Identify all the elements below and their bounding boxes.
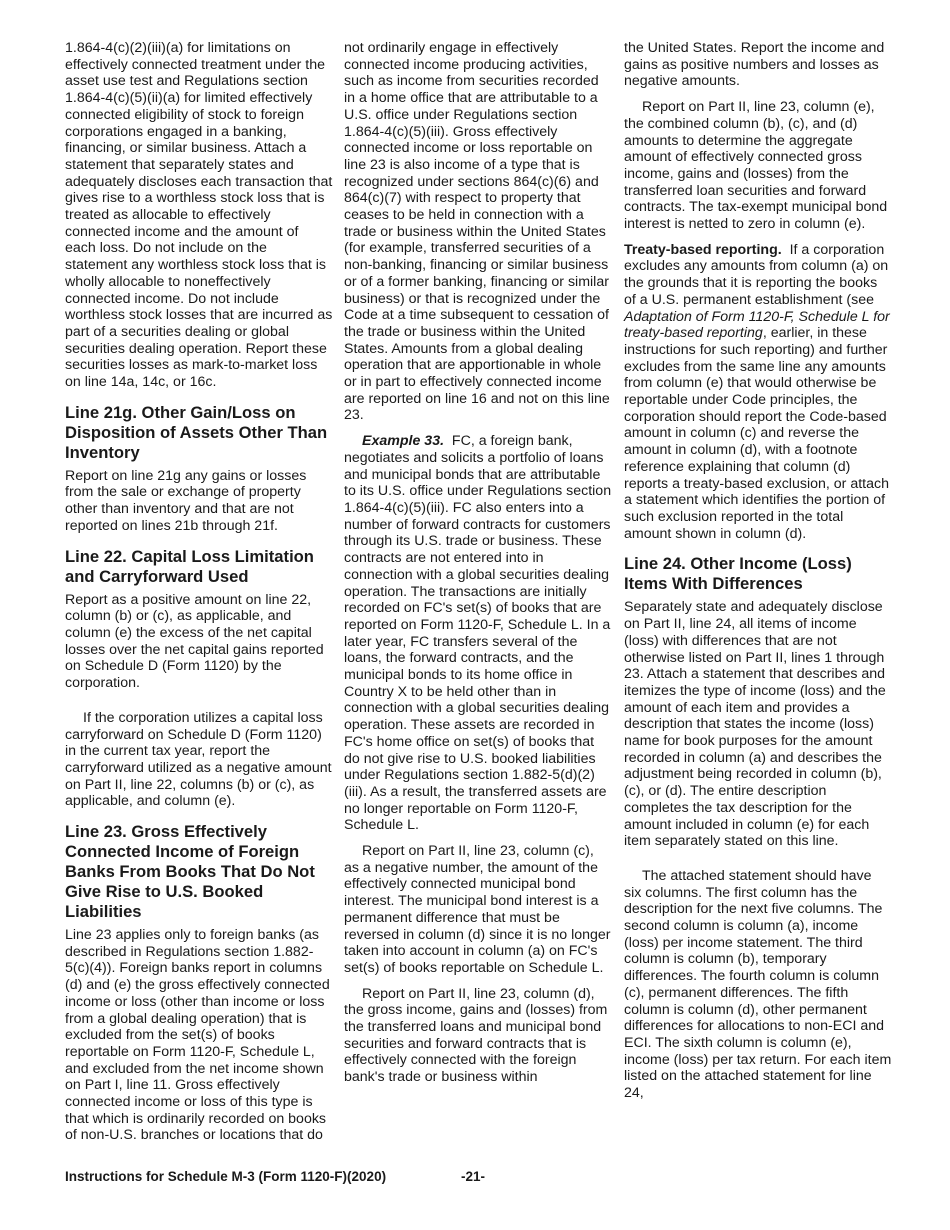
section-heading-line-24: Line 24. Other Income (Loss) Items With Differences xyxy=(624,554,852,594)
treaty-label: Treaty-based reporting. xyxy=(624,241,782,258)
section-heading-line-23: Line 23. Gross Effectively Connected Income of Foreign Banks From Books That Do Not Give Rise to U.S. Booked Liabilities xyxy=(65,822,315,922)
section-heading-line-21g: Line 21g. Other Gain/Loss on Disposition of Assets Other Than Inventory xyxy=(65,402,328,462)
footer-title: Instructions for Schedule M-3 (Form 1120-F)(2020) xyxy=(65,1169,387,1184)
paragraph: Line 23 applies only to foreign banks (as described in Regulations section 1.882-5(c)(4)). Foreign banks report in columns (d) and (e) the gross effectively connected income or loss (other than income or loss from a global dealing operation) that is excluded from the set(s) of books reportable on Form 1120-F, Schedule L, and excluded from the net income shown on Part I, line 11. Gross effectively connected income or loss of this type is that which is ordinarily recorded on books of non-U.S. branches or locations that do xyxy=(65,927,330,1144)
paragraph: Report on Part II, line 23, column (d), the gross income, gains and (losses) from the transferred loans and municipal bond securities and forward contracts that is effectively connected with the foreign bank's trade or business within xyxy=(344,985,608,1086)
paragraph: Report on Part II, line 23, column (c), as a negative number, the amount of the effectively connected municipal bond interest. The municipal bond interest is a permanent difference that must be reversed in column (d) since it is no longer taken into account in column (a) on FC's set(s) of books reportable on Schedule L. xyxy=(344,843,611,976)
paragraph: Separately state and adequately disclose on Part II, line 24, all items of income (loss) with differences that are not otherwise listed on Part II, lines 1 through 23. Attach a statement that describes and itemizes the type of income (loss) and the amount of each item and provides a description that states the income (loss) name for book purposes for the amount recorded in column (a) and describes the adjustment being recorded in column (b), (c), or (d). The entire description completes the tax description for the amount included in column (e) for each item separately stated on this line. xyxy=(624,599,886,850)
paragraph: If the corporation utilizes a capital loss carryforward on Schedule D (Form 1120) in the current tax year, report the carryforward utilized as a negative amount on Part II, line 22, columns (b) or (c), as applicable, and column (e). xyxy=(65,709,332,810)
paragraph: Report on Part II, line 23, column (e), the combined column (b), (c), and (d) amounts to determine the aggregate amount of effectively connected gross income, gains and (losses) from the transferred loan securities and forward contracts. The tax-exempt municipal bond interest is netted to zero in column (e). xyxy=(624,99,888,233)
paragraph: not ordinarily engage in effectively connected income producing activities, such as income from securities recorded in a home office that are attributable to a U.S. office under Regulations section 1.864-4(c)(5)(iii). Gross effectively connected income or loss reportable on line 23 is also income of a type that is recognized under sections 864(c)(6) and 864(c)(7) with respect to property that ceases to be held in connection with a trade or business within the United States (for example, transferred securities of a non-banking, financing or similar business or of a former banking, financing or similar business) or that is recognized under the Code at a time subsequent to cessation of the trade or business within the United States. Amounts from a global dealing operation that are apportionable in whole or in part to effectively connected income are reported on line 16 and not on this line 23. xyxy=(344,40,610,424)
column-1 xyxy=(65,40,333,1144)
paragraph: 1.864-4(c)(2)(iii)(a) for limitations on effectively connected treatment under the asset use test and Regulations section 1.864-4(c)(5)(ii)(a) for limited effectively connected eligibility of stock to foreign corporations engaged in a banking, financing, or similar business. Attach a statement that separately states and adequately discloses each transaction that gives rise to a worthless stock loss that is treated as allocable to effectively connected income and the amount of each loss. Do not include on the statement any worthless stock loss that is wholly allocable to noneffectively connected income. Do not include worthless stock losses that are incurred as part of a securities dealing or global securities dealing operation. Report these securities losses as mark-to-market loss on line 14a, 14c, or 16c. xyxy=(65,40,333,391)
paragraph: Report as a positive amount on line 22, column (b) or (c), as applicable, and column (e) the excess of the net capital losses over the net capital gains reported on Schedule D (Form 1120) by the corporation. xyxy=(65,591,324,692)
treaty-text: If a corporation excludes any amounts from column (a) on the grounds that it is reporting the books of a U.S. permanent establishment (see xyxy=(624,241,889,308)
column-2 xyxy=(344,40,612,1086)
example-label: Example 33. xyxy=(362,433,445,450)
treaty-reference: Adaptation of Form 1120-F, Schedule L for treaty-based reporting xyxy=(624,308,890,342)
section-heading-line-22: Line 22. Capital Loss Limitation and Carryforward Used xyxy=(65,546,314,586)
paragraph: The attached statement should have six columns. The first column has the description for the next five columns. The second column is column (a), income (loss) per income statement. The third column is column (b), temporary differences. The fourth column is column (c), permanent differences. The fifth column is column (d), other permanent differences for allocations to non-ECI and ECI. The sixth column is column (e), income (loss) per tax return. For each item listed on the attached statement for line 24, xyxy=(624,867,892,1102)
paragraph: Report on line 21g any gains or losses from the sale or exchange of property other than inventory and that are not reported on lines 21b through 21f. xyxy=(65,467,307,534)
paragraph: the United States. Report the income and gains as positive numbers and losses as negative amounts. xyxy=(624,40,885,90)
page-number: -21- xyxy=(461,1169,486,1184)
example-text: FC, a foreign bank, negotiates and solicits a portfolio of loans and municipal bonds that are attributable to its U.S. office under Regulations section 1.864-4(c)(5)(iii). FC also enters into a number of forward contracts for customers through its U.S. trade or business. These contracts are not entered into in connection with a global securities dealing operation. The transactions are initially recorded on FC's set(s) of books that are reported on Form 1120-F, Schedule L. In a later year, FC transfers several of the loans, the forward contracts, and the municipal bonds to its home office in Country X to be held other than in connection with a global securities dealing operation. These assets are recorded in FC's home office on set(s) of books that do not give rise to U.S. booked liabilities under Regulations section 1.882-5(d)(2)(iii). As a result, the transferred assets are no longer reportable on Form 1120-F, Schedule L. xyxy=(344,433,612,834)
example-paragraph xyxy=(344,433,612,834)
treaty-text: , earlier, in these instructions for such reporting) and further excludes from the same line any amounts from column (e) that would otherwise be reportable under Code principles, the corporation should report the Code-based amount in column (c) and reverse the amount in column (d), with a footnote reference explaining that column (d) reports a treaty-based exclusion, or attach a statement which identifies the portion of such exclusion reported in the total amount shown in column (d). xyxy=(624,325,889,542)
column-3 xyxy=(624,40,892,1102)
treaty-paragraph xyxy=(624,242,892,543)
